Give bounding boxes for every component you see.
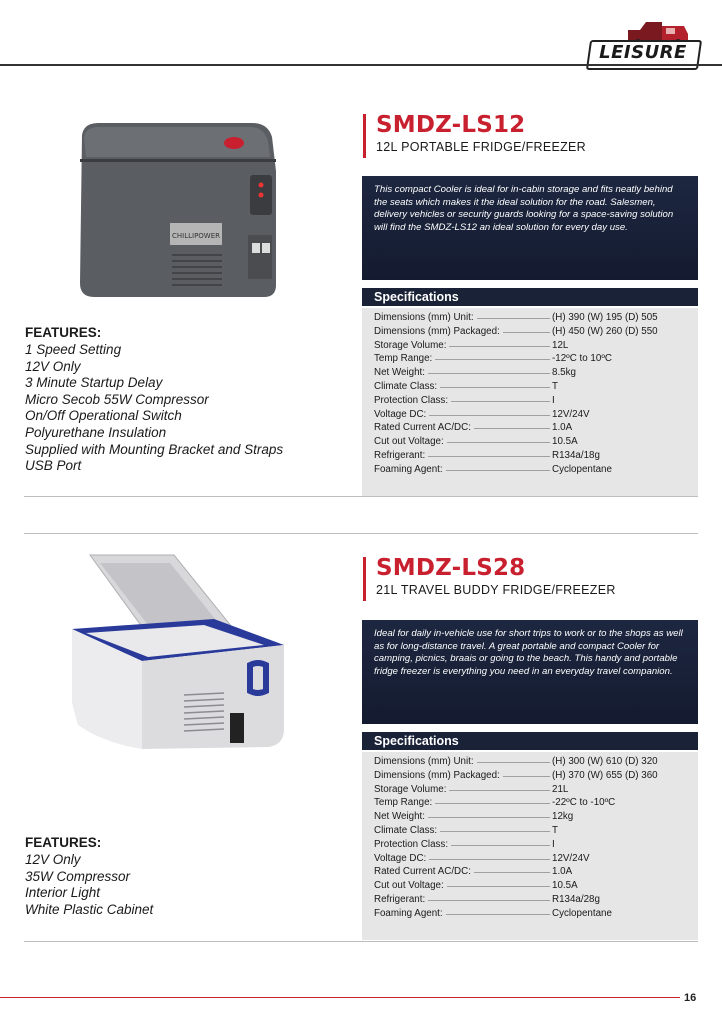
spec-label: Refrigerant: [374,893,428,907]
spec-label: Foaming Agent: [374,907,446,921]
fridge-image-ls12 [72,115,282,305]
spec-row [374,810,698,824]
spec-value: I [552,394,555,406]
spec-label: Temp Range: [374,796,435,810]
spec-heading: Specifications [362,288,698,306]
features-list [25,325,283,475]
spec-label: Voltage DC: [374,852,429,866]
fridge-image-ls28 [64,553,289,753]
spec-value: 1.0A [552,422,573,434]
spec-value: -12ºC to 10ºC [552,353,612,365]
spec-label: Voltage DC: [374,408,429,422]
spec-row [374,311,698,325]
brand-name: LEISURE [599,42,687,63]
spec-label: Protection Class: [374,838,451,852]
spec-row [374,879,698,893]
spec-row [374,769,698,783]
title-accent-bar [363,557,366,601]
spec-row [374,421,698,435]
spec-value: T [552,824,558,836]
spec-label: Storage Volume: [374,783,449,797]
features-title: FEATURES: [25,325,102,340]
spec-value: Cyclopentane [552,907,612,919]
spec-label: Dimensions (mm) Packaged: [374,325,503,339]
product-model: SMDZ-LS12 [376,112,526,138]
fridge-label: CHILLIPOWER [171,232,221,240]
feature-item: USB Port [25,458,82,474]
brand-logo [588,16,698,68]
feature-item: Micro Secob 55W Compressor [25,391,209,407]
spec-label: Cut out Voltage: [374,879,447,893]
product-description: Ideal for daily in-vehicle use for short trips to work or to the shops as well as for long-distance travel. A great portable and compact Cooler for camping, picnics, braais or going to the beach. This handy and portable fridge freezer is everything you need in an everyday travel companion. [362,620,698,724]
spec-label: Net Weight: [374,366,428,380]
footer-rule [0,997,680,998]
spec-value: I [552,838,555,850]
spec-row [374,838,698,852]
spec-row [374,852,698,866]
section-divider [24,496,698,497]
spec-row [374,352,698,366]
spec-row [374,783,698,797]
spec-row [374,380,698,394]
spec-label: Climate Class: [374,824,440,838]
spec-value: 8.5kg [552,367,576,379]
feature-item: 35W Compressor [25,868,131,884]
spec-value: 10.5A [552,880,578,892]
spec-value: 12V/24V [552,408,590,420]
spec-row [374,449,698,463]
spec-table [362,752,698,940]
spec-label: Dimensions (mm) Packaged: [374,769,503,783]
spec-value: 12V/24V [552,852,590,864]
spec-label: Refrigerant: [374,449,428,463]
title-accent-bar [363,114,366,158]
feature-item: On/Off Operational Switch [25,408,182,424]
spec-label: Temp Range: [374,352,435,366]
spec-value: T [552,380,558,392]
section-divider [24,533,698,534]
spec-label: Foaming Agent: [374,463,446,477]
spec-value: 12kg [552,811,574,823]
spec-row [374,325,698,339]
spec-value: R134a/18g [552,449,600,461]
spec-row [374,366,698,380]
feature-item: 12V Only [25,358,81,374]
spec-label: Rated Current AC/DC: [374,865,474,879]
page-number: 16 [684,992,697,1004]
features-title: FEATURES: [25,835,102,850]
spec-value: (H) 390 (W) 195 (D) 505 [552,312,658,323]
spec-value: (H) 370 (W) 655 (D) 360 [552,769,658,781]
section-divider [24,941,698,942]
spec-row [374,463,698,477]
spec-value: Cyclopentane [552,463,612,475]
product-section [0,90,722,500]
spec-value: R134a/28g [552,893,600,905]
feature-item: Polyurethane Insulation [25,424,167,440]
product-section [0,535,722,945]
spec-row [374,755,698,769]
spec-row [374,435,698,449]
feature-item: Interior Light [25,885,101,901]
features-list [25,835,153,918]
spec-table [362,308,698,496]
feature-item: 3 Minute Startup Delay [25,375,163,391]
spec-value: 1.0A [552,866,573,878]
header-rule [0,64,722,66]
feature-item: Supplied with Mounting Bracket and Straps [25,441,284,457]
feature-item: 1 Speed Setting [25,342,122,357]
product-subtitle: 12L PORTABLE FRIDGE/FREEZER [376,140,587,154]
spec-value: -22ºC to -10ºC [552,797,616,809]
spec-value: 21L [552,783,569,795]
spec-row [374,796,698,810]
spec-row [374,408,698,422]
spec-label: Climate Class: [374,380,440,394]
spec-heading: Specifications [362,732,698,750]
product-model: SMDZ-LS28 [376,555,526,581]
spec-value: 12L [552,339,569,351]
spec-value: (H) 450 (W) 260 (D) 550 [552,325,658,337]
spec-row [374,865,698,879]
spec-value: 10.5A [552,436,578,448]
spec-label: Storage Volume: [374,339,449,353]
spec-label: Dimensions (mm) Unit: [374,755,477,769]
feature-item: 12V Only [25,852,81,867]
spec-row [374,893,698,907]
spec-row [374,907,698,921]
spec-label: Net Weight: [374,810,428,824]
feature-item: White Plastic Cabinet [25,901,154,917]
spec-row [374,394,698,408]
spec-row [374,824,698,838]
spec-label: Protection Class: [374,394,451,408]
spec-value: (H) 300 (W) 610 (D) 320 [552,756,658,767]
spec-label: Cut out Voltage: [374,435,447,449]
product-subtitle: 21L TRAVEL BUDDY FRIDGE/FREEZER [376,583,616,597]
spec-row [374,339,698,353]
spec-label: Rated Current AC/DC: [374,421,474,435]
product-description: This compact Cooler is ideal for in-cabin storage and fits neatly behind the seats which makes it the ideal solution for the road. Salesmen, delivery vehicles or security guards looking for a space-saving solution will find the SMDZ-LS12 an ideal solution for every day use. [362,176,698,280]
spec-label: Dimensions (mm) Unit: [374,311,477,325]
